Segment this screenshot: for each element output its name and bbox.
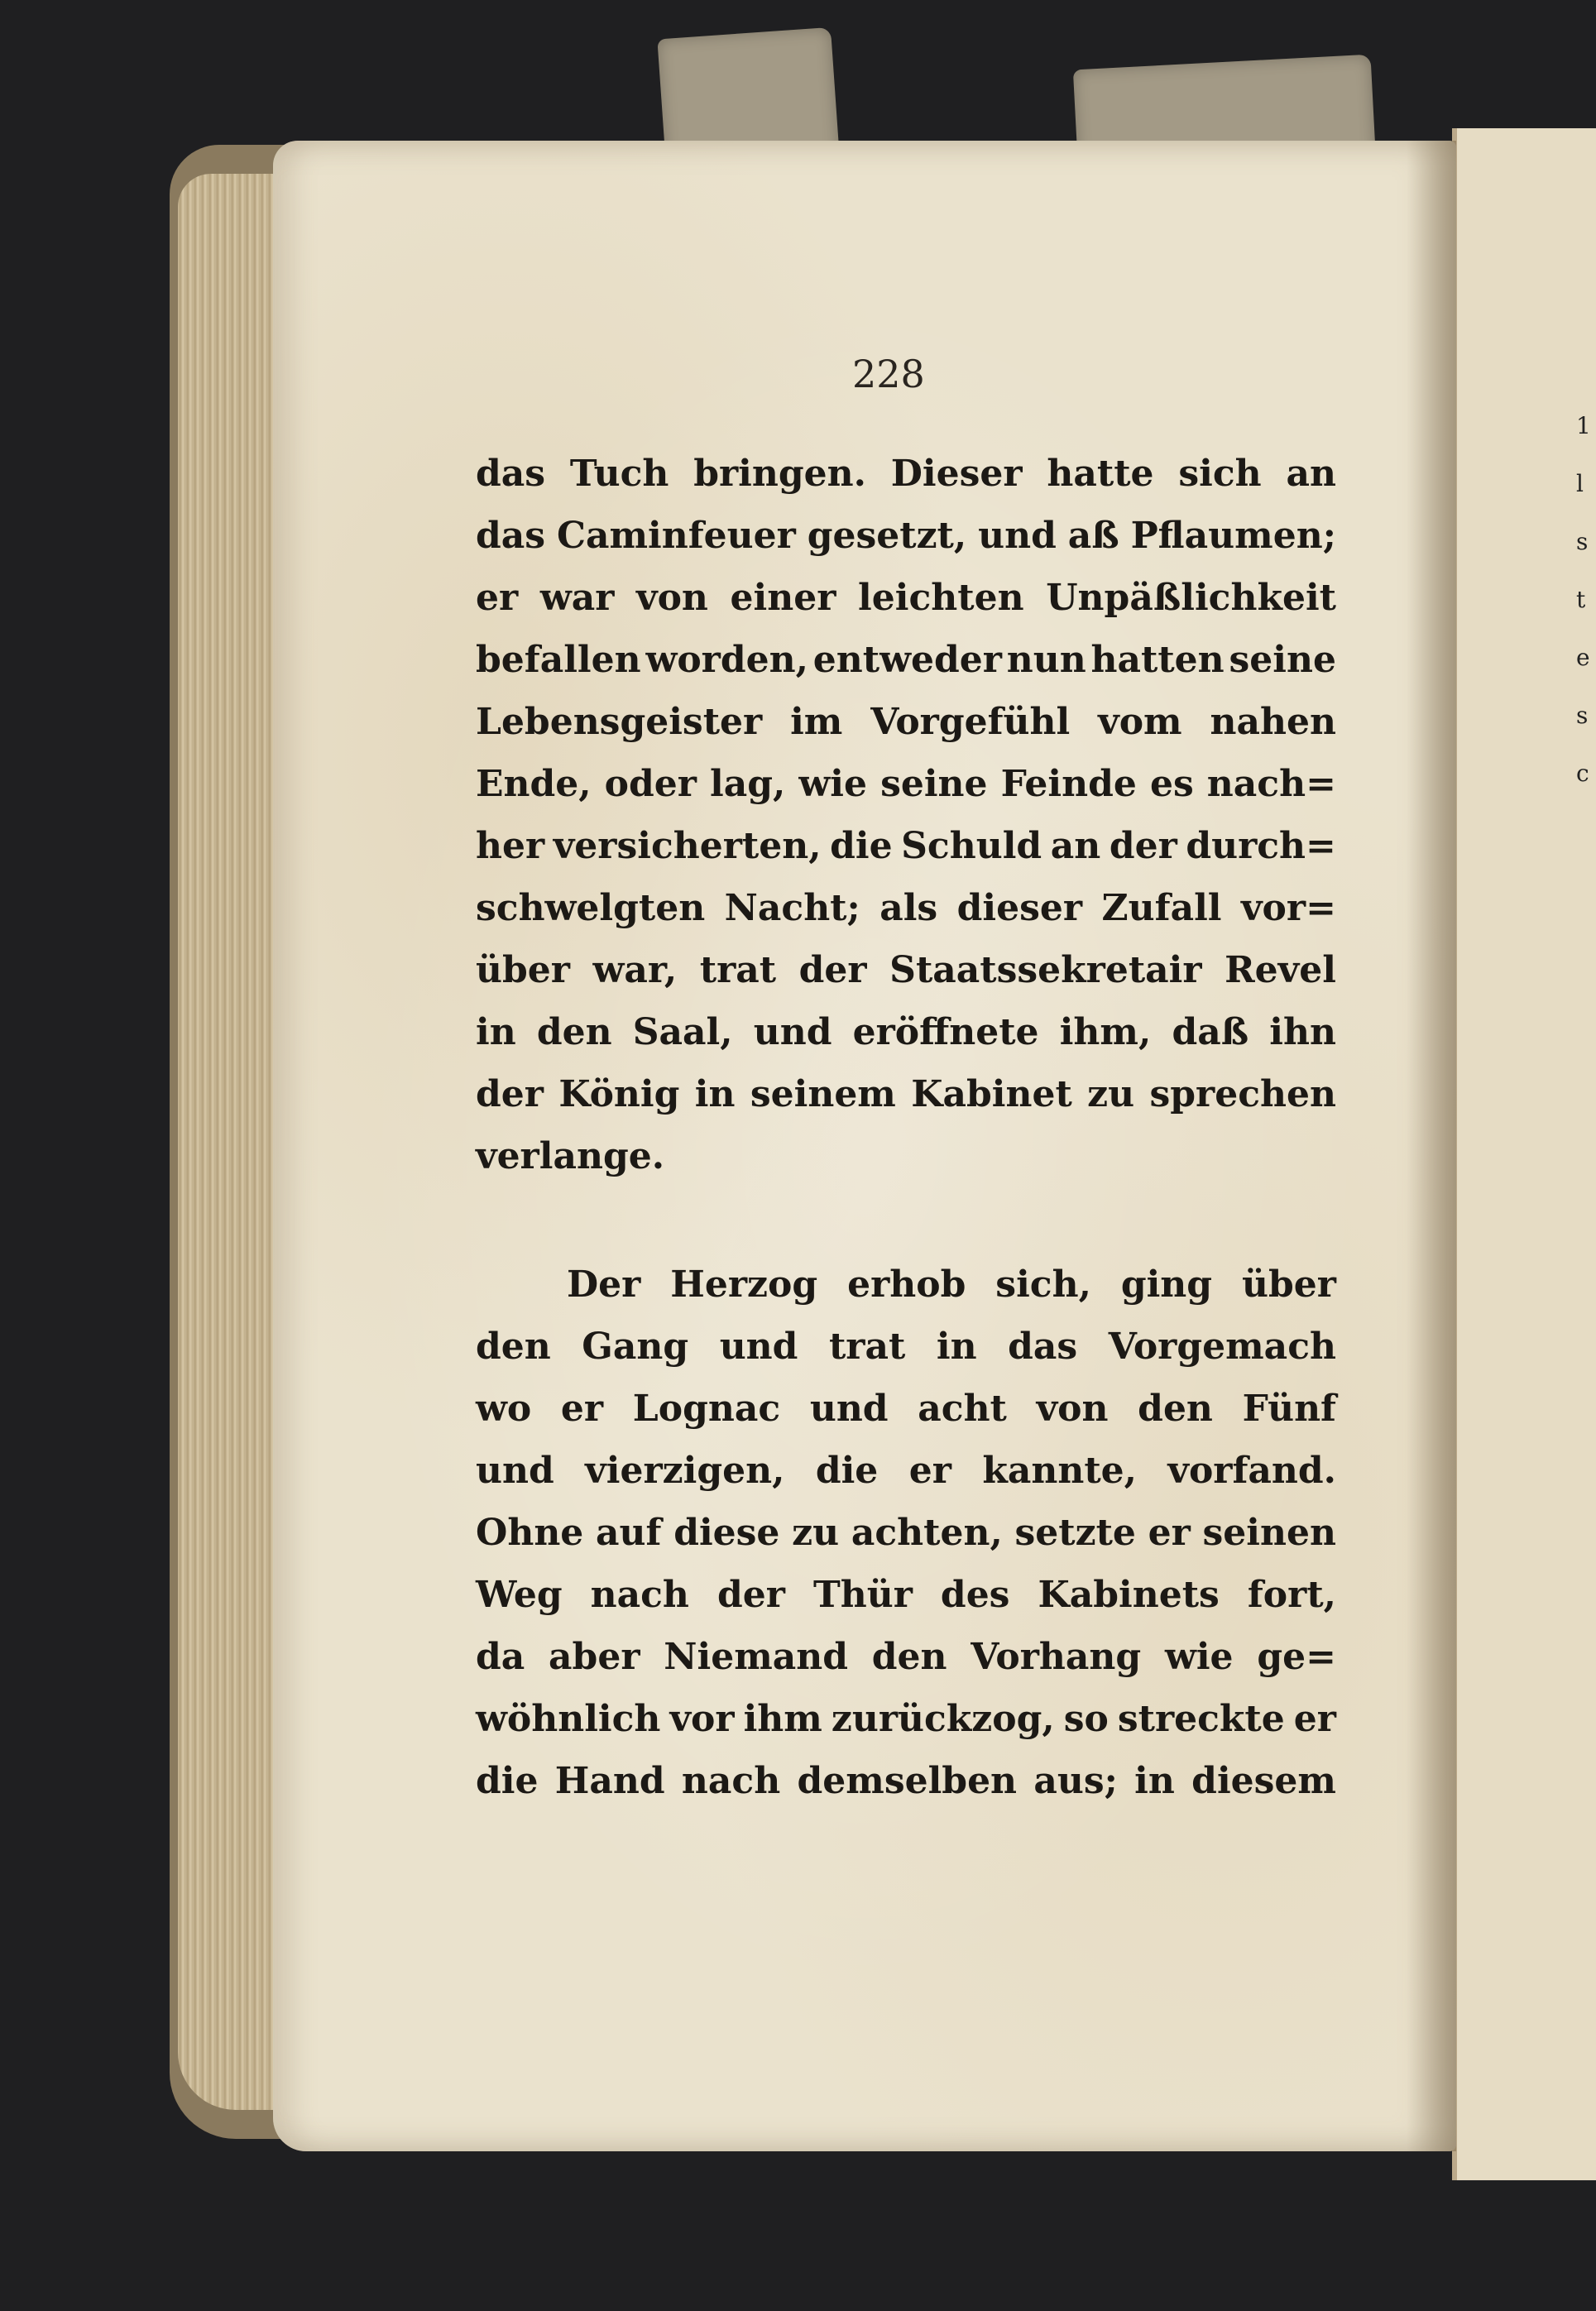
text-line: und vierzigen, die er kannte, vorfand. [476,1450,1336,1492]
text-line: die Hand nach demselben aus; in diesem [476,1760,1336,1802]
text-line: schwelgten Nacht; als dieser Zufall vor= [476,887,1336,929]
text-line: Ende, oder lag, wie seine Feinde es nach= [476,763,1336,805]
text-line: Ohne auf diese zu achten, setzte er seinen [476,1512,1336,1554]
text-line: das Caminfeuer gesetzt, und aß Pflaumen; [476,515,1336,557]
text-line: wöhnlich vor ihm zurückzog, so streckte er [476,1698,1336,1740]
spine-shadow [1407,141,1456,2151]
text-line: in den Saal, und eröffnete ihm, daß ihn [476,1011,1336,1053]
text-line: das Tuch bringen. Dieser hatte sich an [476,453,1336,495]
facing-page-marks: 1 l s t e s c [1576,412,1591,787]
text-line: wo er Lognac und acht von den Fünf [476,1388,1336,1430]
body-text [476,443,1336,1812]
text-line: den Gang und trat in das Vorgemach [476,1326,1336,1368]
text-line: er war von einer leichten Unpäßlichkeit [476,577,1336,619]
text-line: verlange. [476,1135,665,1177]
text-line: über war, trat der Staatssekretair Revel [476,949,1336,991]
text-line: der König in seinem Kabinet zu sprechen [476,1073,1336,1115]
paragraph-2 [476,1254,1336,1812]
facing-page [1452,128,1596,2180]
text-line: Lebensgeister im Vorgefühl vom nahen [476,701,1336,743]
text-line: da aber Niemand den Vorhang wie ge= [476,1636,1336,1678]
paragraph-1 [476,443,1336,1187]
page-edges [178,174,285,2110]
page-number: 228 [852,352,925,396]
text-line: Der Herzog erhob sich, ging über [567,1263,1336,1306]
text-line: her versicherten, die Schuld an der durch= [476,825,1336,867]
text-line: Weg nach der Thür des Kabinets fort, [476,1574,1336,1616]
text-line: befallen worden, entweder nun hatten seine [476,639,1336,681]
